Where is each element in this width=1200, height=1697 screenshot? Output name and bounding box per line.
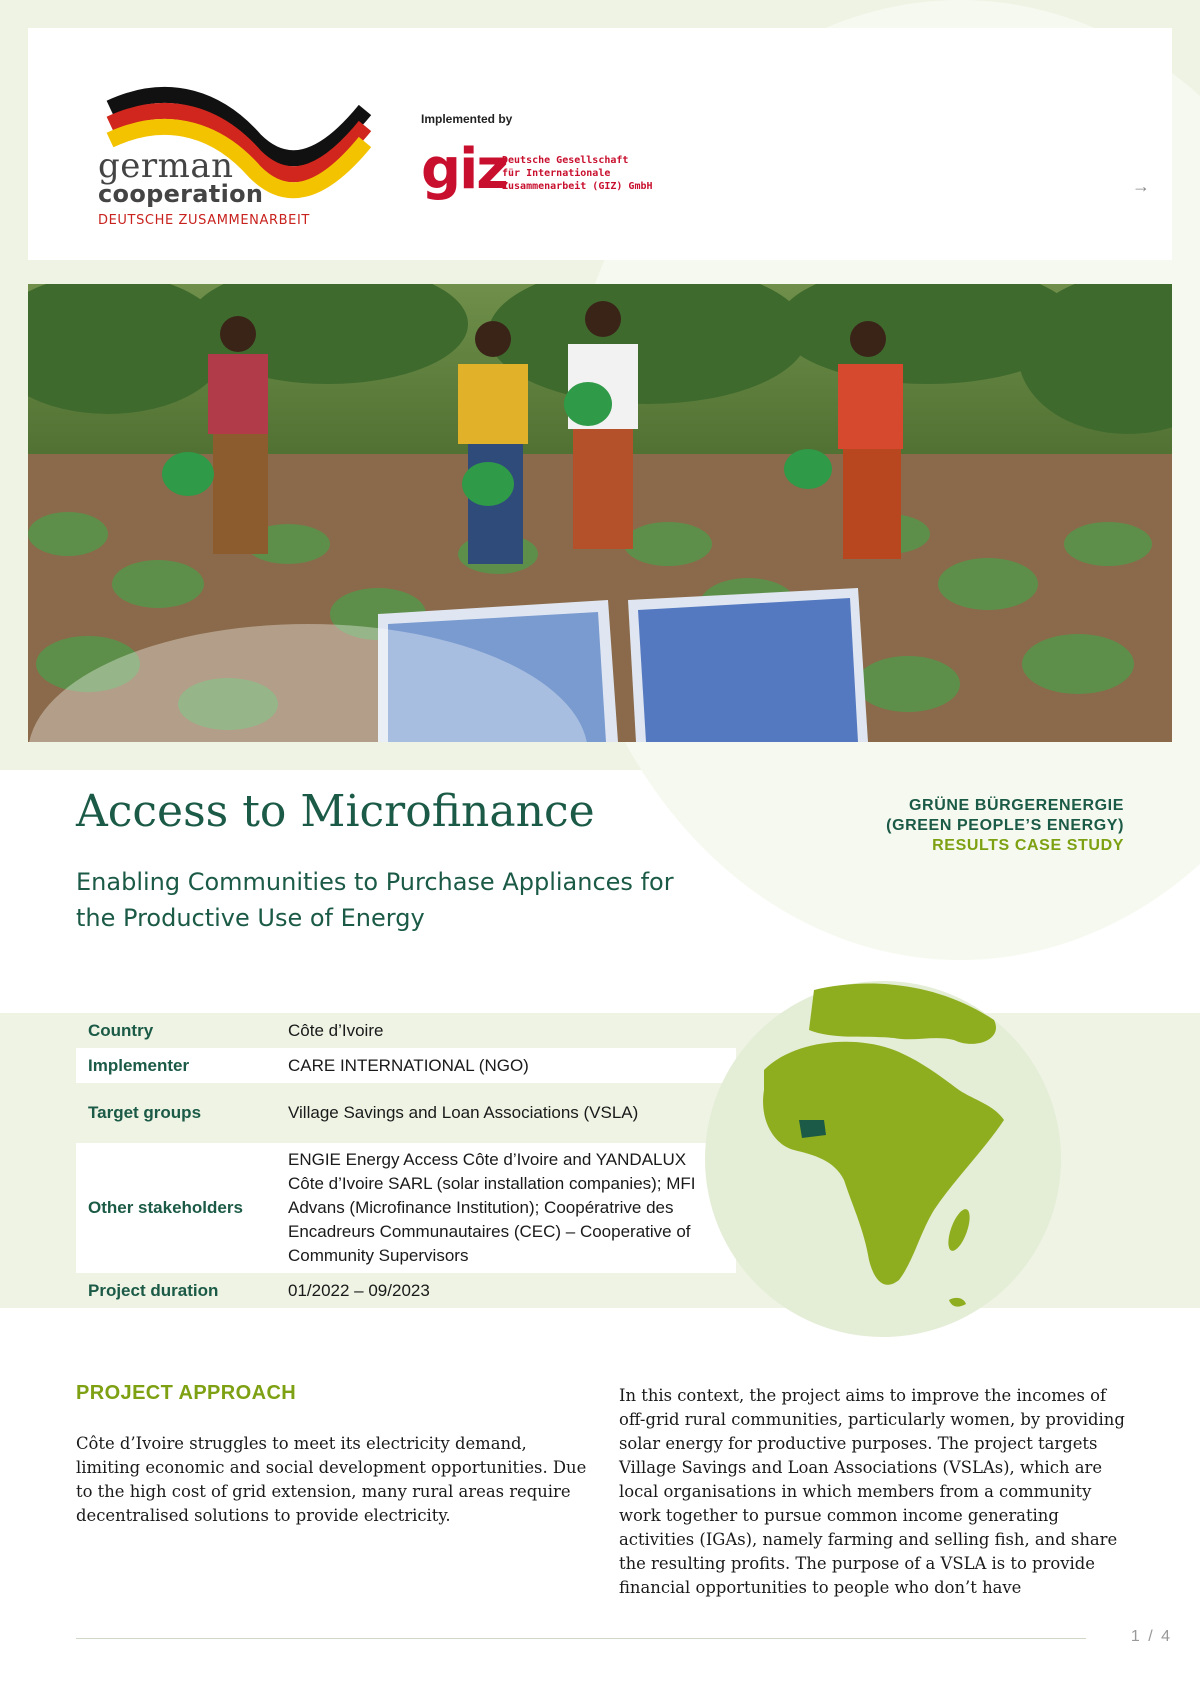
hero-photo (28, 284, 1172, 742)
facts-row (76, 1273, 736, 1308)
facts-row (76, 1013, 736, 1048)
giz-full-name (502, 154, 653, 193)
study-label-line: GRÜNE BÜRGERENERGIE (909, 797, 1124, 814)
logo-text-cooperation: cooperation (98, 180, 264, 208)
giz-name-line: für Internationale (502, 168, 611, 179)
logo-text-deutsche-zusammenarbeit: DEUTSCHE ZUSAMMENARBEIT (98, 213, 310, 228)
section-title-project-approach: PROJECT APPROACH (76, 1382, 297, 1404)
giz-name-line: Deutsche Gesellschaft (502, 155, 629, 166)
facts-key: Implementer (76, 1048, 276, 1083)
header-card (28, 28, 1172, 260)
page-subtitle: Enabling Communities to Purchase Appliances for the Productive Use of Energy (76, 868, 674, 932)
facts-row (76, 1143, 736, 1273)
giz-logo-mark: giz (421, 137, 507, 202)
page-title: Access to Microfinance (76, 786, 595, 837)
footer-divider (76, 1638, 1086, 1639)
project-facts-table (76, 1013, 736, 1308)
body-text-right: In this context, the project aims to improve the incomes of off-grid rural communities, particularly women, by providing solar energy for productive purposes. The project targets Village Savings and Loan Associations (VSLAs), which are local organisations in which members from a community work together to pursue common income generating activities (IGAs), namely farming and selling fish, and share the resulting profits. The purpose of a VSLA is to provide financial opportunities to people who don’t have (619, 1386, 1125, 1597)
facts-key: Other stakeholders (76, 1143, 276, 1273)
arrow-right-icon[interactable]: → (1132, 176, 1150, 196)
logo-text-german: german (98, 146, 234, 186)
study-label-line: RESULTS CASE STUDY (932, 837, 1124, 854)
hero-illustration (28, 284, 1172, 742)
study-label-line: (GREEN PEOPLE’S ENERGY) (886, 817, 1124, 834)
page-number: 1 / 4 (1130, 1628, 1172, 1645)
cote-divoire-highlight (799, 1120, 826, 1138)
facts-key: Country (76, 1013, 276, 1048)
facts-row (76, 1048, 736, 1083)
globe-africa-map (704, 980, 1062, 1338)
facts-key: Target groups (76, 1083, 276, 1143)
facts-value: ENGIE Energy Access Côte d’Ivoire and YANDALUX Côte d’Ivoire SARL (solar installation companies); MFI Advans (Microfinance Institution); Coopératrive des Encadreurs Communautaires (CEC) – Cooperative of Community Supervisors (276, 1143, 736, 1273)
facts-key: Project duration (76, 1273, 276, 1308)
giz-name-line: Zusammenarbeit (GIZ) GmbH (502, 181, 653, 192)
study-label (886, 796, 1124, 856)
facts-row (76, 1083, 736, 1143)
body-text-left: Côte d’Ivoire struggles to meet its electricity demand, limiting economic and social development opportunities. Due to the high cost of grid extension, many rural areas require decentralised solutions to provide electricity. (76, 1434, 587, 1525)
facts-value: CARE INTERNATIONAL (NGO) (276, 1048, 736, 1083)
facts-value: 01/2022 – 09/2023 (276, 1273, 736, 1308)
facts-value: Village Savings and Loan Associations (VSLA) (276, 1083, 736, 1143)
facts-value: Côte d’Ivoire (276, 1013, 736, 1048)
implemented-by-label: Implemented by (421, 112, 513, 126)
